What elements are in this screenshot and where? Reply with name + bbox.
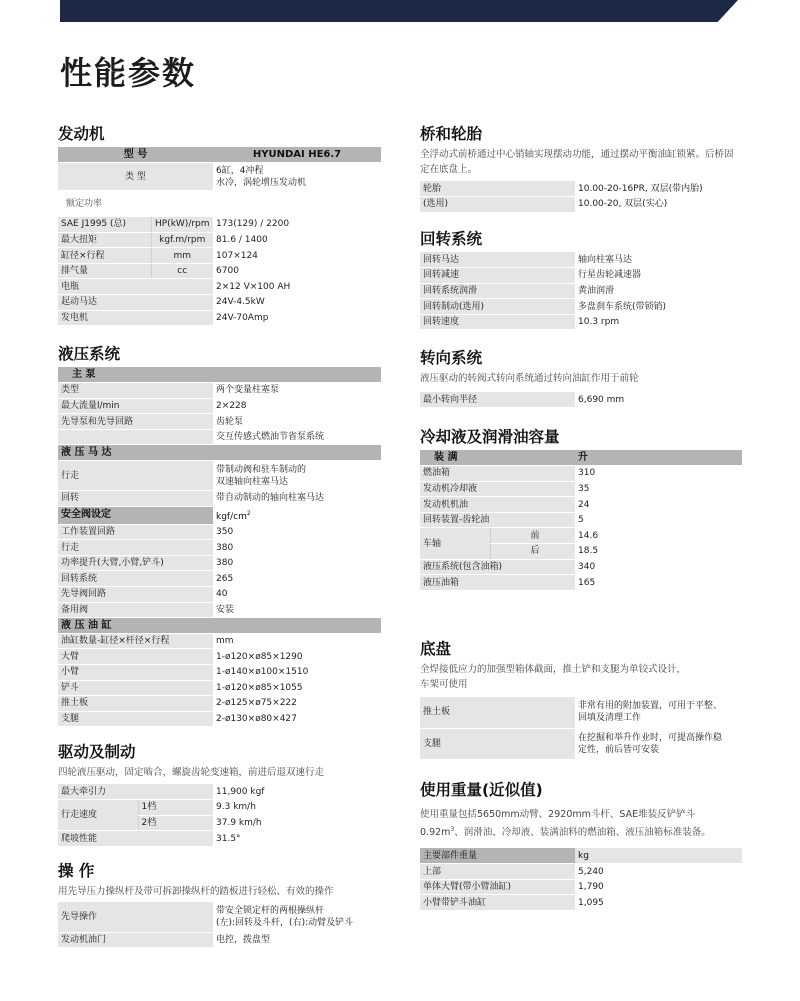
relief-row-label: 行走 <box>58 540 213 556</box>
undercarriage-title: 底盘 <box>420 640 452 658</box>
axle-front-value: 14.6 <box>575 528 742 544</box>
axle-front-label: 前 <box>490 528 575 544</box>
engine-row-unit: HP(kW)/rpm <box>151 217 213 233</box>
engine-row <box>58 279 381 295</box>
tire-option-label: (选用) <box>420 197 575 213</box>
capacity-row-label: 液压系统(包含油箱) <box>420 559 575 575</box>
swing-table <box>420 252 742 330</box>
dozer-row <box>420 697 742 728</box>
cylinder-head <box>58 618 381 634</box>
engine-type-row <box>58 163 381 191</box>
engine-row-label: 最大扭矩 <box>58 232 151 248</box>
motor-head <box>58 445 381 461</box>
steering-title: 转向系统 <box>420 349 483 367</box>
engine-row-value: 2×12 V×100 AH <box>213 279 381 295</box>
axle-front-row <box>420 528 742 544</box>
engine-row <box>58 295 381 311</box>
weight-note-1: 使用重量包括5650mm动臂、2920mm斗杆、SAE堆装反铲铲斗 <box>420 809 696 820</box>
control-section <box>58 858 381 948</box>
capacity-head-label: 装 满 <box>420 450 575 466</box>
main-pump-label: 主 泵 <box>58 367 381 383</box>
swing-row <box>420 299 742 315</box>
engine-table <box>58 147 381 326</box>
drawbar-label: 最大牵引力 <box>58 784 213 800</box>
swing-row-label: 回转减速 <box>420 268 575 284</box>
cylinder-row-value: mm <box>213 633 381 649</box>
weight-head-label: 主要部件重量 <box>420 848 575 864</box>
engine-row <box>58 310 381 326</box>
outrigger-value <box>575 728 742 759</box>
pilot-value-2: (左):回转及斗杆，(右):动臂及铲斗 <box>216 917 354 928</box>
weight-row-label: 上部 <box>420 864 575 880</box>
speed-row-1 <box>58 800 381 816</box>
turning-radius-label: 最小转向半径 <box>420 392 575 408</box>
dozer-value <box>575 697 742 728</box>
swing-row-value: 10.3 rpm <box>575 314 742 330</box>
axle-note: 全浮动式前桥通过中心销轴实现摆动功能，通过摆动平衡油缸锁紧。后桥固定在底盘上。 <box>420 149 734 175</box>
pump-row <box>58 398 381 414</box>
travel-motor-row <box>58 461 381 491</box>
relief-row <box>58 571 381 587</box>
weight-table <box>420 848 742 911</box>
weight-note-2a: 0.92m <box>420 827 451 839</box>
engine-row <box>58 263 381 279</box>
undercarriage-note-2: 车架可使用 <box>420 679 468 690</box>
weight-note-sup: 3 <box>450 826 455 833</box>
relief-row <box>58 602 381 618</box>
swing-row-value: 轴向柱塞马达 <box>575 252 742 268</box>
swing-row-label: 回转制动(选用) <box>420 299 575 315</box>
relief-unit-text: kgf/cm <box>216 511 247 522</box>
relief-row-value: 350 <box>213 524 381 540</box>
engine-row-value: 24V-70Amp <box>213 310 381 326</box>
relief-unit-sup: 2 <box>246 509 251 517</box>
drive-note: 四轮液压驱动，固定啮合，螺旋齿轮变速箱，前进后退双速行走 <box>58 767 325 778</box>
tire-label: 轮胎 <box>420 181 575 197</box>
swing-row <box>420 283 742 299</box>
dozer-label: 推土板 <box>420 697 575 728</box>
engine-row-value: 107×124 <box>213 248 381 264</box>
capacity-row-label: 发动机冷却液 <box>420 481 575 497</box>
cylinder-row <box>58 696 381 712</box>
cylinder-row <box>58 649 381 665</box>
cylinder-row-value: 1-ø120×ø85×1055 <box>213 680 381 696</box>
weight-row-value: 5,240 <box>575 864 742 880</box>
pilot-value <box>213 902 381 932</box>
swing-row-label: 回转马达 <box>420 252 575 268</box>
axle-oil-label: 车轴 <box>420 528 490 559</box>
relief-row-label: 备用阀 <box>58 602 213 618</box>
weight-head-unit: kg <box>575 848 742 864</box>
engine-section <box>58 121 381 326</box>
engine-model-label: 型 号 <box>58 147 213 163</box>
engine-row-label: SAE J1995 (总) <box>58 217 151 233</box>
engine-rated-power-label: 额定功率 <box>58 191 381 217</box>
engine-row-value: 81.6 / 1400 <box>213 232 381 248</box>
engine-row-label: 排气量 <box>58 263 151 279</box>
swing-row-label: 回转速度 <box>420 314 575 330</box>
pump-row <box>58 414 381 430</box>
travel-motor-value-1: 带制动阀和驻车制动的 <box>216 464 307 475</box>
cylinder-row <box>58 711 381 727</box>
outrigger-label: 支腿 <box>420 728 575 759</box>
engine-row-value: 6700 <box>213 263 381 279</box>
pump-row-value: 2×228 <box>213 398 381 414</box>
relief-head-unit <box>213 506 381 524</box>
relief-row-label: 回转系统 <box>58 571 213 587</box>
steering-note: 液压驱动的转阀式转向系统通过转向油缸作用于前轮 <box>420 373 639 384</box>
engine-type-label: 类 型 <box>58 163 213 191</box>
capacity-row-label: 燃油箱 <box>420 466 575 482</box>
swing-row-value: 多盘刹车系统(带锁销) <box>575 299 742 315</box>
relief-row <box>58 540 381 556</box>
control-title: 操 作 <box>58 862 95 880</box>
weight-title: 使用重量(近似值) <box>420 781 543 799</box>
cylinder-head-label: 液 压 油 缸 <box>58 618 381 634</box>
speed-label: 行走速度 <box>58 800 138 831</box>
pump-row-label: 先导泵和先导回路 <box>58 414 213 430</box>
drive-table <box>58 784 381 847</box>
engine-row-label: 缸径×行程 <box>58 248 151 264</box>
main-pump-head <box>58 367 381 383</box>
weight-note-2b: 、润滑油、冷却液、装满油料的燃油箱、液压油箱标准装备。 <box>454 827 711 839</box>
cylinder-row <box>58 665 381 681</box>
relief-head <box>58 506 381 524</box>
pilot-value-1: 带安全锁定杆的两根操纵杆 <box>216 905 325 916</box>
capacity-row-value: 35 <box>575 481 742 497</box>
capacity-row <box>420 559 742 575</box>
capacity-row-label: 液压油箱 <box>420 575 575 591</box>
undercarriage-table <box>420 697 742 760</box>
tire-option-value: 10.00-20, 双层(实心) <box>575 197 742 213</box>
capacity-row-value: 24 <box>575 497 742 513</box>
relief-head-label: 安全阀设定 <box>58 506 213 524</box>
outrigger-value-2: 定性，前后皆可安装 <box>578 744 660 755</box>
engine-row-label: 发电机 <box>58 310 213 326</box>
turning-radius-value: 6,690 mm <box>575 392 742 408</box>
engine-rated-power-row <box>58 191 381 217</box>
gear2-value: 37.9 km/h <box>213 815 381 831</box>
capacity-row-value: 5 <box>575 512 742 528</box>
motor-head-label: 液 压 马 达 <box>58 445 381 461</box>
weight-note-2 <box>420 822 742 840</box>
capacity-head-unit: 升 <box>575 450 742 466</box>
relief-row-value: 265 <box>213 571 381 587</box>
gear1-label: 1档 <box>138 800 213 816</box>
capacity-row <box>420 575 742 591</box>
weight-row <box>420 864 742 880</box>
swing-row <box>420 252 742 268</box>
capacity-section <box>420 424 742 591</box>
relief-row-value: 40 <box>213 587 381 603</box>
relief-row-value: 安装 <box>213 602 381 618</box>
swing-motor-value: 带自动制动的轴向柱塞马达 <box>213 491 381 507</box>
cylinder-row-label: 推土板 <box>58 696 213 712</box>
axle-table <box>420 181 742 213</box>
steering-table <box>420 392 742 408</box>
engine-row-unit: mm <box>151 248 213 264</box>
weight-row-label: 单体大臂(带小臂油缸) <box>420 879 575 895</box>
travel-motor-value <box>213 461 381 491</box>
control-table <box>58 902 381 948</box>
gear1-value: 9.3 km/h <box>213 800 381 816</box>
weight-row <box>420 895 742 911</box>
page-title: 性能参数 <box>60 54 197 92</box>
capacity-row <box>420 466 742 482</box>
axle-rear-label: 后 <box>490 544 575 560</box>
swing-row-value: 黄油润滑 <box>575 283 742 299</box>
hydraulic-table <box>58 367 381 727</box>
engine-title: 发动机 <box>58 125 105 143</box>
weight-row-label: 小臂带铲斗油缸 <box>420 895 575 911</box>
tire-option-row <box>420 197 742 213</box>
engine-row <box>58 232 381 248</box>
pilot-label: 先导操作 <box>58 902 213 932</box>
engine-model-value: HYUNDAI HE6.7 <box>213 147 381 163</box>
dozer-value-2: 回填及清理工作 <box>578 713 642 724</box>
swing-row <box>420 268 742 284</box>
grade-value: 31.5° <box>213 831 381 847</box>
pump-row-value: 齿轮泵 <box>213 414 381 430</box>
drive-title: 驱动及制动 <box>58 743 136 761</box>
capacity-row-label: 发动机机油 <box>420 497 575 513</box>
capacity-row <box>420 497 742 513</box>
axle-rear-value: 18.5 <box>575 544 742 560</box>
tire-value: 10.00-20-16PR, 双层(带内胎) <box>575 181 742 197</box>
relief-row-value: 380 <box>213 555 381 571</box>
gear2-label: 2档 <box>138 815 213 831</box>
weight-head <box>420 848 742 864</box>
capacity-table <box>420 450 742 591</box>
cylinder-row-label: 铲斗 <box>58 680 213 696</box>
travel-motor-value-2: 双速轴向柱塞马达 <box>216 476 289 487</box>
pump-row <box>58 383 381 399</box>
top-banner <box>60 0 738 22</box>
cylinder-row-value: 1-ø120×ø85×1290 <box>213 649 381 665</box>
undercarriage-section <box>420 636 742 760</box>
control-note: 用先导压力操纵杆及带可拆卸操纵杆的踏板进行轻松、有效的操作 <box>58 886 334 897</box>
pump-row <box>58 429 381 445</box>
pump-row-value: 交互传感式燃油节省泵系统 <box>213 429 381 445</box>
capacity-row <box>420 481 742 497</box>
cylinder-row <box>58 680 381 696</box>
relief-row <box>58 587 381 603</box>
relief-row-label: 工作装置回路 <box>58 524 213 540</box>
cylinder-row-label: 大臂 <box>58 649 213 665</box>
capacity-row <box>420 512 742 528</box>
swing-row <box>420 314 742 330</box>
pump-row-label: 类型 <box>58 383 213 399</box>
engine-type-value-1: 6缸，4冲程 <box>216 165 264 176</box>
relief-row <box>58 524 381 540</box>
throttle-label: 发动机油门 <box>58 932 213 948</box>
weight-row <box>420 879 742 895</box>
turning-radius-row <box>420 392 742 408</box>
cylinder-row-label: 小臂 <box>58 665 213 681</box>
engine-row <box>58 248 381 264</box>
weight-row-value: 1,790 <box>575 879 742 895</box>
dozer-value-1: 非常有用的附加装置，可用于平整、 <box>578 701 723 712</box>
engine-row-unit: cc <box>151 263 213 279</box>
cylinder-row-label: 油缸数量-缸径×杆径×行程 <box>58 633 213 649</box>
swing-motor-label: 回转 <box>58 491 213 507</box>
weight-row-value: 1,095 <box>575 895 742 911</box>
cylinder-row <box>58 633 381 649</box>
drawbar-value: 11,900 kgf <box>213 784 381 800</box>
engine-type-value-2: 水冷，涡轮增压发动机 <box>216 177 307 188</box>
outrigger-row <box>420 728 742 759</box>
swing-section <box>420 226 742 330</box>
weight-section <box>420 777 742 911</box>
engine-row-value: 24V-4.5kW <box>213 295 381 311</box>
relief-row-label: 功率提升(大臂,小臂,铲斗) <box>58 555 213 571</box>
undercarriage-note-1: 全焊接低应力的加强型箱体截面，推土铲和支腿为单铰式设计， <box>420 664 687 675</box>
swing-title: 回转系统 <box>420 230 483 248</box>
cylinder-row-value: 2-ø125×ø75×222 <box>213 696 381 712</box>
relief-row-value: 380 <box>213 540 381 556</box>
capacity-row-value: 165 <box>575 575 742 591</box>
cylinder-row-label: 支腿 <box>58 711 213 727</box>
pump-row-value: 两个变量柱塞泵 <box>213 383 381 399</box>
cylinder-row-value: 2-ø130×ø80×427 <box>213 711 381 727</box>
swing-motor-row <box>58 491 381 507</box>
capacity-row-value: 310 <box>575 466 742 482</box>
travel-motor-label: 行走 <box>58 461 213 491</box>
cylinder-row-value: 1-ø140×ø100×1510 <box>213 665 381 681</box>
relief-row-label: 先导阀回路 <box>58 587 213 603</box>
hydraulic-section <box>58 341 381 727</box>
relief-row <box>58 555 381 571</box>
engine-row-unit: kgf.m/rpm <box>151 232 213 248</box>
engine-row-label: 电瓶 <box>58 279 213 295</box>
axle-section <box>420 121 742 213</box>
engine-type-value <box>213 163 381 191</box>
engine-row-label: 起动马达 <box>58 295 213 311</box>
engine-model-row <box>58 147 381 163</box>
pump-row-label <box>58 429 213 445</box>
pilot-row <box>58 902 381 932</box>
throttle-value: 电控，拨盘型 <box>213 932 381 948</box>
drive-section <box>58 739 381 847</box>
swing-row-label: 回转系统润滑 <box>420 283 575 299</box>
capacity-title: 冷却液及润滑油容量 <box>420 428 560 446</box>
engine-row-value: 173(129) / 2200 <box>213 217 381 233</box>
capacity-row-label: 回转装置-齿轮油 <box>420 512 575 528</box>
steering-section <box>420 345 742 408</box>
drawbar-row <box>58 784 381 800</box>
capacity-head <box>420 450 742 466</box>
grade-label: 爬坡性能 <box>58 831 213 847</box>
capacity-row-value: 340 <box>575 559 742 575</box>
hydraulic-title: 液压系统 <box>58 345 121 363</box>
tire-row <box>420 181 742 197</box>
outrigger-value-1: 在挖掘和举升作业时，可提高操作稳 <box>578 732 723 743</box>
swing-row-value: 行星齿轮减速器 <box>575 268 742 284</box>
axle-title: 桥和轮胎 <box>420 125 483 143</box>
engine-row <box>58 217 381 233</box>
throttle-row <box>58 932 381 948</box>
grade-row <box>58 831 381 847</box>
pump-row-label: 最大流量l/min <box>58 398 213 414</box>
